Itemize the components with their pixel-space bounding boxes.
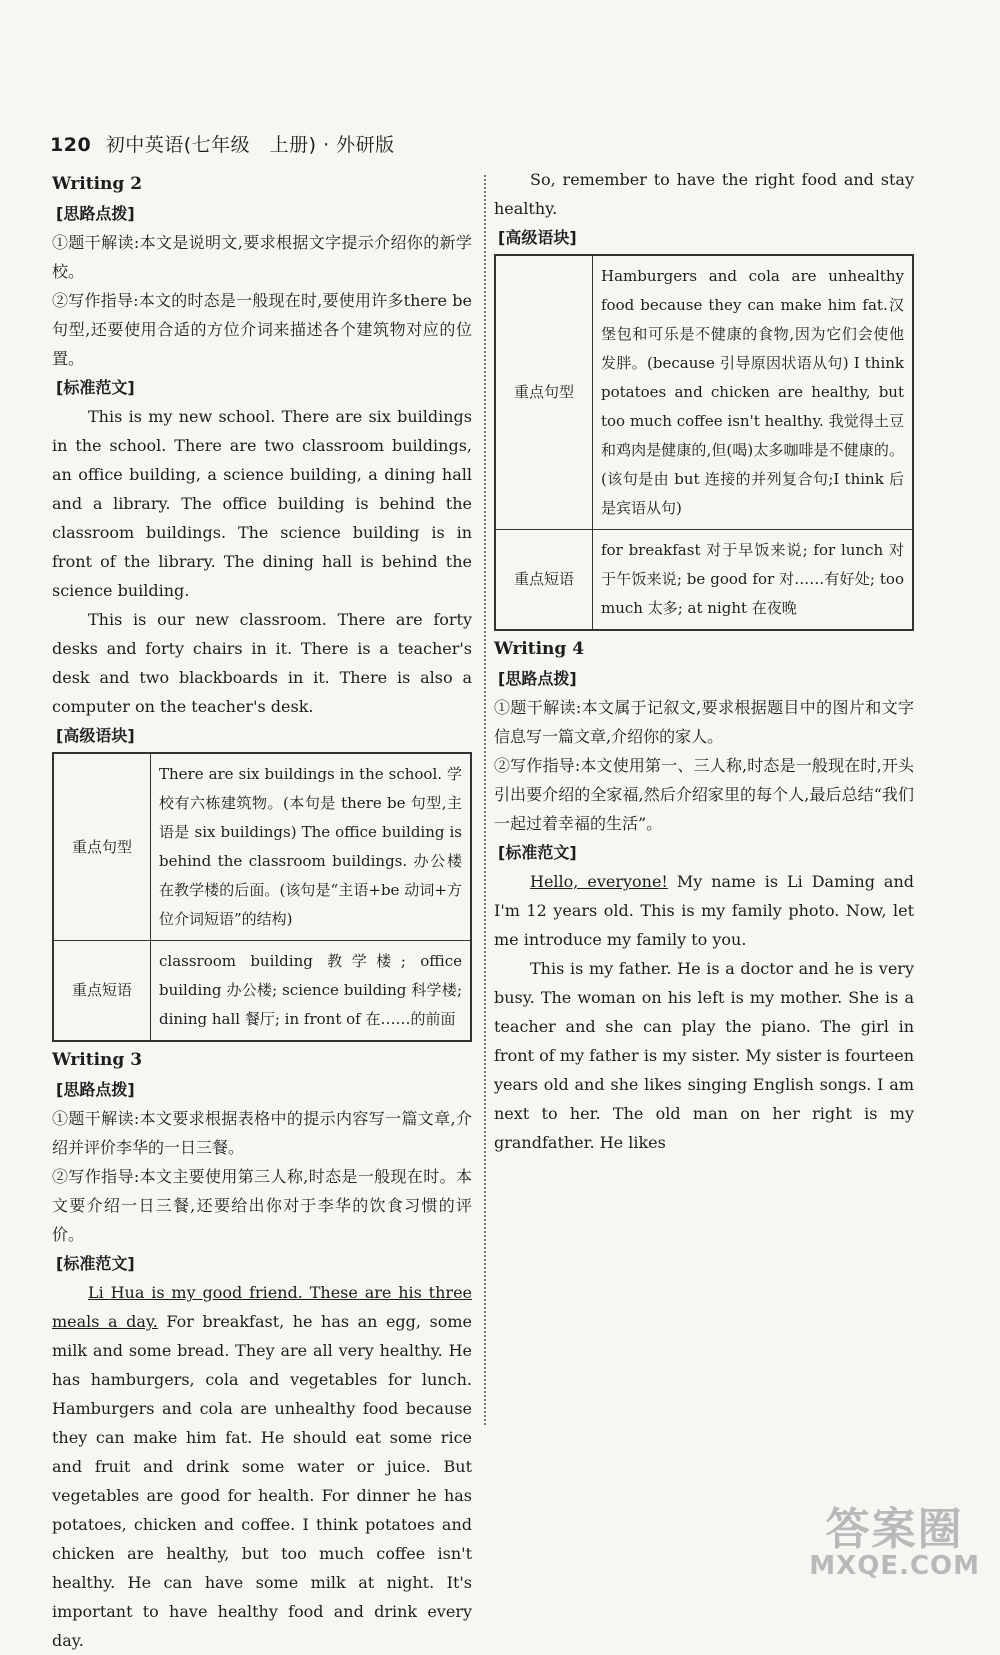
table-row-content: Hamburgers and cola are unhealthy food because they can make him fat.汉堡包和可乐是不健康的食物,因为它们会使他发胖。(because 引导原因状语从句) I think potatoes and chicken are healthy, but too much coffee isn't healthy. 我觉得土豆和鸡肉是健康的,但(喝)太多咖啡是不健康的。(该句是由 but 连接的并列复合句;I think 后是宾语从句) — [593, 255, 914, 530]
writing2-model-label: [标准范文] — [56, 378, 135, 397]
watermark-line2: MXQE.COM — [809, 1551, 980, 1581]
table-row-content: classroom building 教学楼; office building 办公楼; science building 科学楼; dining hall 餐厅; in front of 在……的前面 — [151, 941, 472, 1042]
writing4-model-p2: This is my father. He is a doctor and he is very busy. The woman on his left is my mother. She is a teacher and she can play the piano. The girl in front of my father is my sister. My sister is fourteen years old and she likes singing English songs. I am next to her. The old man on her right is my grandfather. He likes — [494, 959, 914, 1152]
page-header — [50, 130, 395, 157]
table-row-label: 重点句型 — [53, 753, 151, 941]
table-row — [53, 941, 471, 1042]
writing2-think-2: ②写作指导:本文的时态是一般现在时,要使用许多there be 句型,还要使用合适的方位介词来描述各个建筑物对应的位置。 — [52, 291, 472, 368]
writing3-table — [494, 254, 914, 631]
table-row-content: There are six buildings in the school. 学校有六栋建筑物。(本句是 there be 句型,主语是 six buildings) The office building is behind the classroom buildings. 办公楼在教学楼的后面。(该句是“主语+be 动词+方位介词短语”的结构) — [151, 753, 472, 941]
writing2-think-1: ①题干解读:本文是说明文,要求根据文字提示介绍你的新学校。 — [52, 233, 472, 281]
writing3-title: Writing 3 — [52, 1050, 143, 1070]
writing3-model-p1 — [52, 1278, 472, 1655]
writing4-model-label: [标准范文] — [498, 843, 577, 862]
writing4-think-1: ①题干解读:本文属于记叙文,要求根据题目中的图片和文字信息写一篇文章,介绍你的家人。 — [494, 698, 914, 746]
writing3-model-underlined: Li Hua is my good friend. These are his three meals a day. — [52, 1283, 472, 1331]
writing3-think-2: ②写作指导:本文主要使用第三人称,时态是一般现在时。本文要介绍一日三餐,还要给出你对于李华的饮食习惯的评价。 — [52, 1167, 472, 1244]
writing4-model-p1-rest: My name is Li Daming and I'm 12 years old. This is my family photo. Now, let me introduce my family to you. — [494, 872, 914, 949]
watermark-logo — [809, 1504, 980, 1581]
table-row-content: for breakfast 对于早饭来说; for lunch 对于午饭来说; be good for 对……有好处; too much 太多; at night 在夜晚 — [593, 530, 914, 631]
writing2-table — [52, 752, 472, 1042]
writing2-title: Writing 2 — [52, 174, 143, 194]
left-column — [52, 170, 472, 1655]
writing3-model-label: [标准范文] — [56, 1254, 135, 1273]
writing4-think-2: ②写作指导:本文使用第一、三人称,时态是一般现在时,开头引出要介绍的全家福,然后介绍家里的每个人,最后总结“我们一起过着幸福的生活”。 — [494, 756, 914, 833]
writing3-adv-label: [高级语块] — [498, 228, 577, 247]
writing4-think-label: [思路点拨] — [498, 669, 577, 688]
writing3-think-1: ①题干解读:本文要求根据表格中的提示内容写一篇文章,介绍并评价李华的一日三餐。 — [52, 1109, 472, 1157]
writing3-model-p1-rest: For breakfast, he has an egg, some milk and some bread. They are all very healthy. He has hamburgers, cola and vegetables for lunch. Hamburgers and cola are unhealthy food because they can make him fat. He should eat some rice and fruit and drink some water or juice. But vegetables are good for health. For dinner he has potatoes, chicken and coffee. I think potatoes and chicken are healthy, but too much coffee isn't healthy. He can have some milk at night. It's important to have healthy food and drink every day. — [52, 1312, 472, 1650]
page-number: 120 — [50, 134, 92, 156]
writing3-think-label: [思路点拨] — [56, 1080, 135, 1099]
writing3-model-p2: So, remember to have the right food and stay healthy. — [494, 170, 914, 218]
writing2-model-p1: This is my new school. There are six buildings in the school. There are two classroom buildings, an office building, a science building, a dining hall and a library. The office building is behind the classroom buildings. The science building is in front of the library. The dining hall is behind the science building. — [52, 407, 472, 600]
right-column — [494, 165, 914, 1157]
table-row-label: 重点短语 — [53, 941, 151, 1042]
writing2-adv-label: [高级语块] — [56, 726, 135, 745]
column-divider — [484, 175, 486, 1425]
writing2-think-label: [思路点拨] — [56, 204, 135, 223]
table-row-label: 重点短语 — [495, 530, 593, 631]
table-row — [495, 255, 913, 530]
table-row — [495, 530, 913, 631]
writing2-model-p2: This is our new classroom. There are forty desks and forty chairs in it. There is a teacher's desk and two blackboards in it. There is also a computer on the teacher's desk. — [52, 610, 472, 716]
table-row-label: 重点句型 — [495, 255, 593, 530]
watermark-line1: 答案圈 — [825, 1504, 964, 1555]
writing4-model-underlined: Hello, everyone! — [530, 872, 668, 891]
table-row — [53, 753, 471, 941]
writing4-title: Writing 4 — [494, 639, 585, 659]
writing4-model-p1 — [494, 867, 914, 954]
book-title: 初中英语(七年级 上册) · 外研版 — [105, 134, 395, 156]
